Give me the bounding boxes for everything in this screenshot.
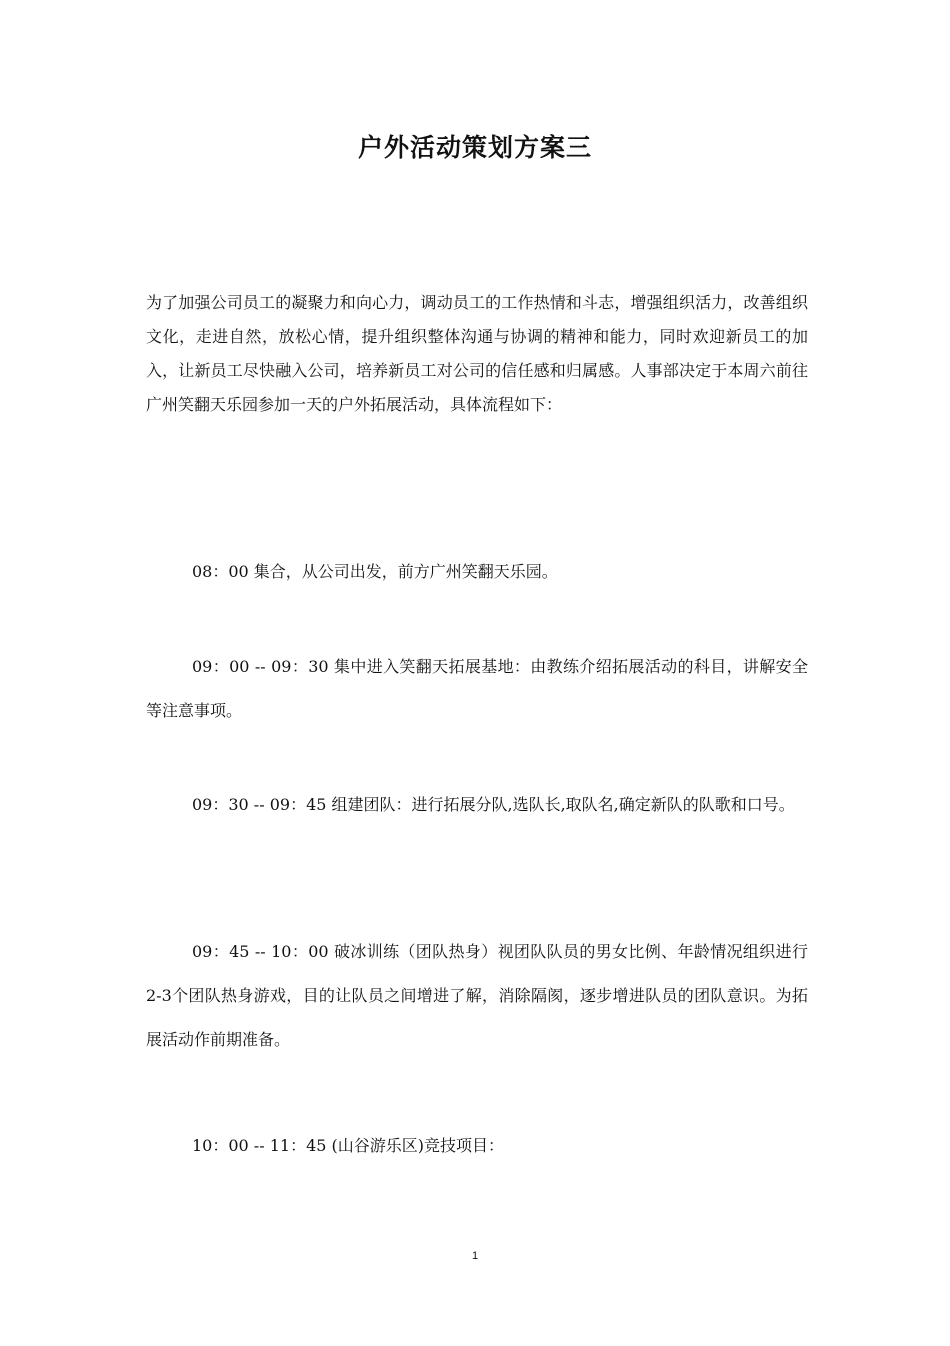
document-title: 户外活动策划方案三 xyxy=(357,133,592,162)
schedule-item: 10：00 -- 11：45 (山谷游乐区)竞技项目： xyxy=(192,1136,504,1155)
intro-paragraph: 为了加强公司员工的凝聚力和向心力，调动员工的工作热情和斗志，增强组织活力，改善组织文化，走进自然，放松心情，提升组织整体沟通与协调的精神和能力，同时欢迎新员工的加入，让新员工尽快融入公司，培养新员工对公司的信任感和归属感。人事部决定于本周六前往广州笑翻天乐园参加一天的户外拓展活动，具体流程如下： xyxy=(146,293,808,414)
schedule-item: 09：45 -- 10：00 破冰训练（团队热身）视团队队员的男女比例、年龄情况组织进行2-3个团队热身游戏，目的让队员之间增进了解，消除隔阂，逐步增进队员的团队意识。为拓展活动作前期准备。 xyxy=(146,942,808,1049)
schedule-item: 09：30 -- 09：45 组建团队：进行拓展分队,选队长,取队名,确定新队的队歌和口号。 xyxy=(192,795,795,814)
page-number: 1 xyxy=(471,1250,479,1262)
schedule-item: 08：00 集合，从公司出发，前方广州笑翻天乐园。 xyxy=(192,562,558,581)
schedule-item: 09：00 -- 09：30 集中进入笑翻天拓展基地：由教练介绍拓展活动的科目，讲解安全等注意事项。 xyxy=(146,657,808,720)
